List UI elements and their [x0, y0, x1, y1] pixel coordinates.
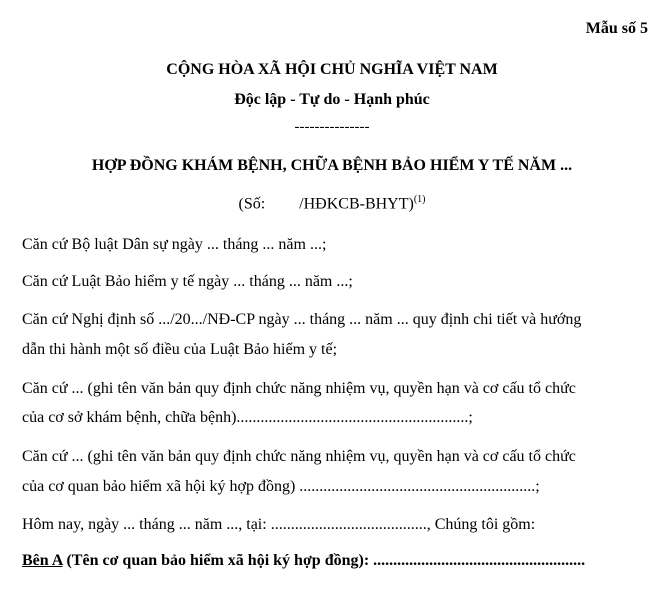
- form-number: Mẫu số 5: [585, 20, 648, 37]
- party-a-label: Bên A: [22, 552, 63, 569]
- basis-civil-code: Căn cứ Bộ luật Dân sự ngày ... tháng ... năm ...;: [22, 236, 327, 253]
- basis-health-insurance-law: Căn cứ Luật Bảo hiểm y tế ngày ... tháng ... năm ...;: [22, 273, 353, 290]
- contract-number-suffix: /HĐKCB-BHYT): [299, 195, 414, 213]
- basis-decree-line-1: Căn cứ Nghị định số .../20.../NĐ-CP ngày ... tháng ... năm ... quy định chi tiết và hướng: [22, 311, 582, 328]
- contract-number: [0, 194, 664, 213]
- basis-insurance-agency-line-2: của cơ quan bảo hiểm xã hội ký hợp đồng) ...........................................................;: [22, 478, 540, 495]
- separator-rule: ---------------: [294, 119, 370, 135]
- contract-number-prefix: (Số:: [238, 195, 266, 213]
- party-a-line: [22, 546, 585, 576]
- party-a-text: (Tên cơ quan bảo hiểm xã hội ký hợp đồng): .....................................................: [62, 552, 586, 569]
- basis-facility-line-1: Căn cứ ... (ghi tên văn bản quy định chức năng nhiệm vụ, quyền hạn và cơ cấu tổ chức: [22, 380, 576, 397]
- motto: Độc lập - Tự do - Hạnh phúc: [234, 91, 430, 108]
- document-title: HỢP ĐỒNG KHÁM BỆNH, CHỮA BỆNH BẢO HIỂM Y TẾ NĂM ...: [91, 157, 573, 174]
- date-and-place: Hôm nay, ngày ... tháng ... năm ..., tại: ......................................., Chúng tôi gồm:: [22, 516, 536, 533]
- footnote-marker: (1): [413, 194, 426, 205]
- basis-insurance-agency-line-1: Căn cứ ... (ghi tên văn bản quy định chức năng nhiệm vụ, quyền hạn và cơ cấu tổ chức: [22, 448, 576, 465]
- basis-facility-line-2: của cơ sở khám bệnh, chữa bệnh)..........................................................;: [22, 409, 473, 426]
- country-heading: CỘNG HÒA XÃ HỘI CHỦ NGHĨA VIỆT NAM: [166, 61, 498, 78]
- basis-decree-line-2: dẫn thi hành một số điều của Luật Bảo hiểm y tế;: [22, 341, 338, 358]
